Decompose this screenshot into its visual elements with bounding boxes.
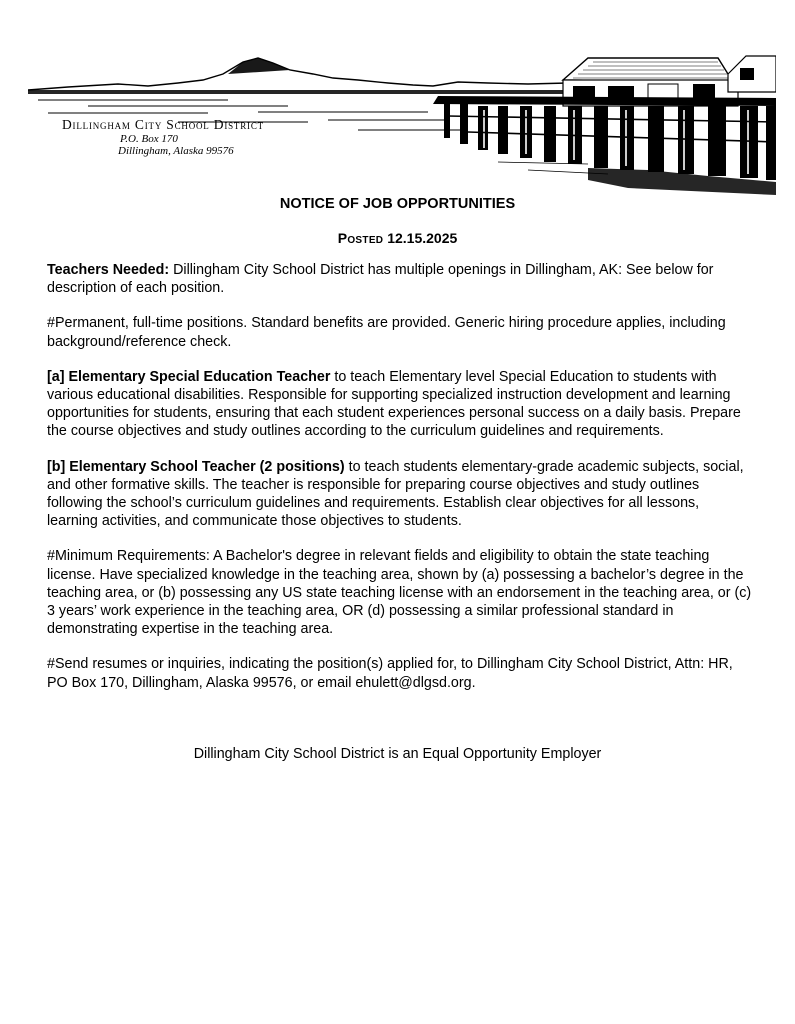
district-po-box: P.O. Box 170 xyxy=(120,133,178,145)
notice-title: NOTICE OF JOB OPPORTUNITIES xyxy=(279,196,516,212)
notice-body xyxy=(47,261,753,709)
requirements-paragraph: #Minimum Requirements: A Bachelor's degree in relevant fields and eligibility to obtain the state teaching license. Have specialized knowledge in the teaching area, shown by (a) possessing a bachelor’s degree in the teaching area, or (b) possessing any US state teaching license with an endorsement in the teaching area, or (c) 3 years’ work experience in the teaching area, OR (d) possessing a similar professional standard in demonstrating expertise in the teaching area. xyxy=(47,548,752,638)
intro-paragraph xyxy=(47,261,753,297)
position-b-paragraph xyxy=(47,458,753,531)
posted-date-line xyxy=(0,230,795,246)
send-resumes-prefix: #Send resumes or inquiries, indicating the position(s) applied for, to Dillingham City School District, Attn: HR, PO Box 170, Dillingham, Alaska 99576, or email xyxy=(47,656,733,691)
intro-lead: Teachers Needed: xyxy=(47,262,170,278)
position-a-title: [a] Elementary Special Education Teacher xyxy=(47,368,331,385)
position-b-title: [b] Elementary School Teacher (2 positions) xyxy=(47,458,345,475)
posted-date: 12.15.2025 xyxy=(387,230,458,246)
district-address-block xyxy=(62,117,264,157)
position-a-paragraph xyxy=(47,368,753,441)
send-resumes-paragraph xyxy=(47,655,753,691)
position-b-text: to teach students elementary-grade academic subjects, social, and other formative skills. The teacher is responsible for preparing course objectives and study outlines following the school’s curriculum guidelines and requirements. Establish clear objectives for all lessons, learning activities, and communicate those objectives to students. xyxy=(47,458,744,530)
permanent-paragraph: #Permanent, full-time positions. Standard benefits are provided. Generic hiring procedure applies, including background/reference check. xyxy=(47,315,726,350)
district-city-state-zip: Dillingham, Alaska 99576 xyxy=(118,145,234,157)
send-resumes-suffix: . xyxy=(471,674,476,691)
posted-label: Posted xyxy=(337,230,384,246)
district-name: Dillingham City School District xyxy=(62,117,264,132)
contact-email[interactable]: ehulett@dlgsd.org xyxy=(355,674,472,691)
intro-text: Dillingham City School District has multiple openings in Dillingham, AK: See below for description of each position. xyxy=(47,262,714,297)
equal-opportunity-statement: Dillingham City School District is an Equal Opportunity Employer xyxy=(193,746,602,762)
position-a-text: to teach Elementary level Special Education to students with various educational disabilities. Responsible for supporting specialized instruction development and learning opportunities for students, ensuring that each student experiences personal success on a daily basis. Prepare the course objectives and study outlines according to the curriculum guidelines and requirements. xyxy=(47,368,741,440)
